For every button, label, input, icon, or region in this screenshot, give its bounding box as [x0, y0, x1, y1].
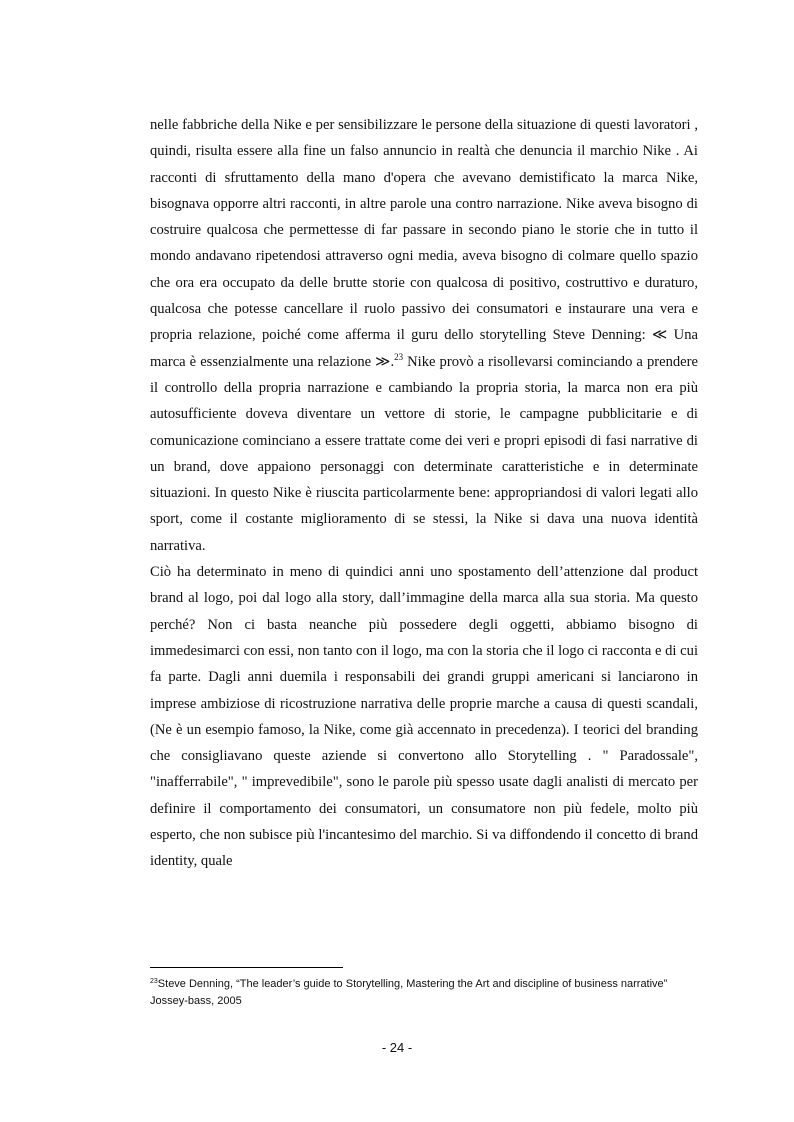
body-text — [150, 112, 698, 875]
footnote — [150, 976, 698, 1010]
footnote-reference: 23 — [394, 351, 404, 362]
page-number: - 24 - — [381, 1040, 413, 1055]
footnote-text: Steve Denning, “The leader’s guide to Storytelling, Mastering the Art and discipline of business narrative” Jossey-bass, 2005 — [150, 978, 668, 1007]
paragraph-1-text-after-ref: Nike provò a risollevarsi cominciando a prendere il controllo della propria narrazione e cambiando la propria storia, la marca non era più autosufficiente doveva diventare un vettore di storie, le campagne pubblicitarie e di comunicazione cominciano a essere trattate come dei veri e propri episodi di fasi narrative di un brand, dove appaiono personaggi con determinate caratteristiche e in determinate situazioni. In questo Nike è riuscita particolarmente bene: appropriandosi di valori legati allo sport, come il costante miglioramento di se stessi, la Nike si dava una nuova identità narrativa. — [150, 353, 698, 554]
footnote-separator — [150, 967, 343, 968]
paragraph-1 — [150, 112, 698, 559]
paragraph-1-text-before-ref: nelle fabbriche della Nike e per sensibilizzare le persone della situazione di questi lavoratori , quindi, risulta essere alla fine un falso annuncio in realtà che denuncia il marchio Nike . Ai racconti di sfruttamento della mano d'opera che avevano demistificato la marca Nike, bisognava opporre altri racconti, in altre parole una contro narrazione. Nike aveva bisogno di costruire qualcosa che permettesse di far passare in secondo piano le storie che in tutto il mondo andavano ripetendosi attraverso ogni media, aveva bisogno di colmare quello spazio che ora era occupato da delle brutte storie con qualcosa di positivo, costruttivo e duraturo, qualcosa che potesse cancellare il ruolo passivo dei consumatori e instaurare una vera e propria relazione, poiché come afferma il guru dello storytelling Steve Denning: ≪ Una marca è essenzialmente una relazione ≫. — [150, 117, 698, 370]
paragraph-2: Ciò ha determinato in meno di quindici anni uno spostamento dell’attenzione dal product brand al logo, poi dal logo alla story, dall’immagine della marca alla sua storia. Ma questo perché? Non ci basta neanche più possedere degli oggetti, abbiamo bisogno di immedesimarci con essi, non tanto con il logo, ma con la storia che il logo ci racconta e di cui fa parte. Dagli anni duemila i responsabili dei grandi gruppi americani si lanciarono in imprese ambiziose di ricostruzione narrativa delle proprie marche a causa di questi scandali, (Ne è un esempio famoso, la Nike, come già accennato in precedenza). I teorici del branding che consigliavano queste aziende si convertono allo Storytelling . " Paradossale", "inafferrabile", " imprevedibile", sono le parole più spesso usate dagli analisti di mercato per definire il comportamento dei consumatori, un consumatore non più fedele, molto più esperto, che non subisce più l'incantesimo del marchio. Si va diffondendo il concetto di brand identity, quale — [150, 564, 698, 870]
footnote-number: 23 — [150, 978, 158, 985]
